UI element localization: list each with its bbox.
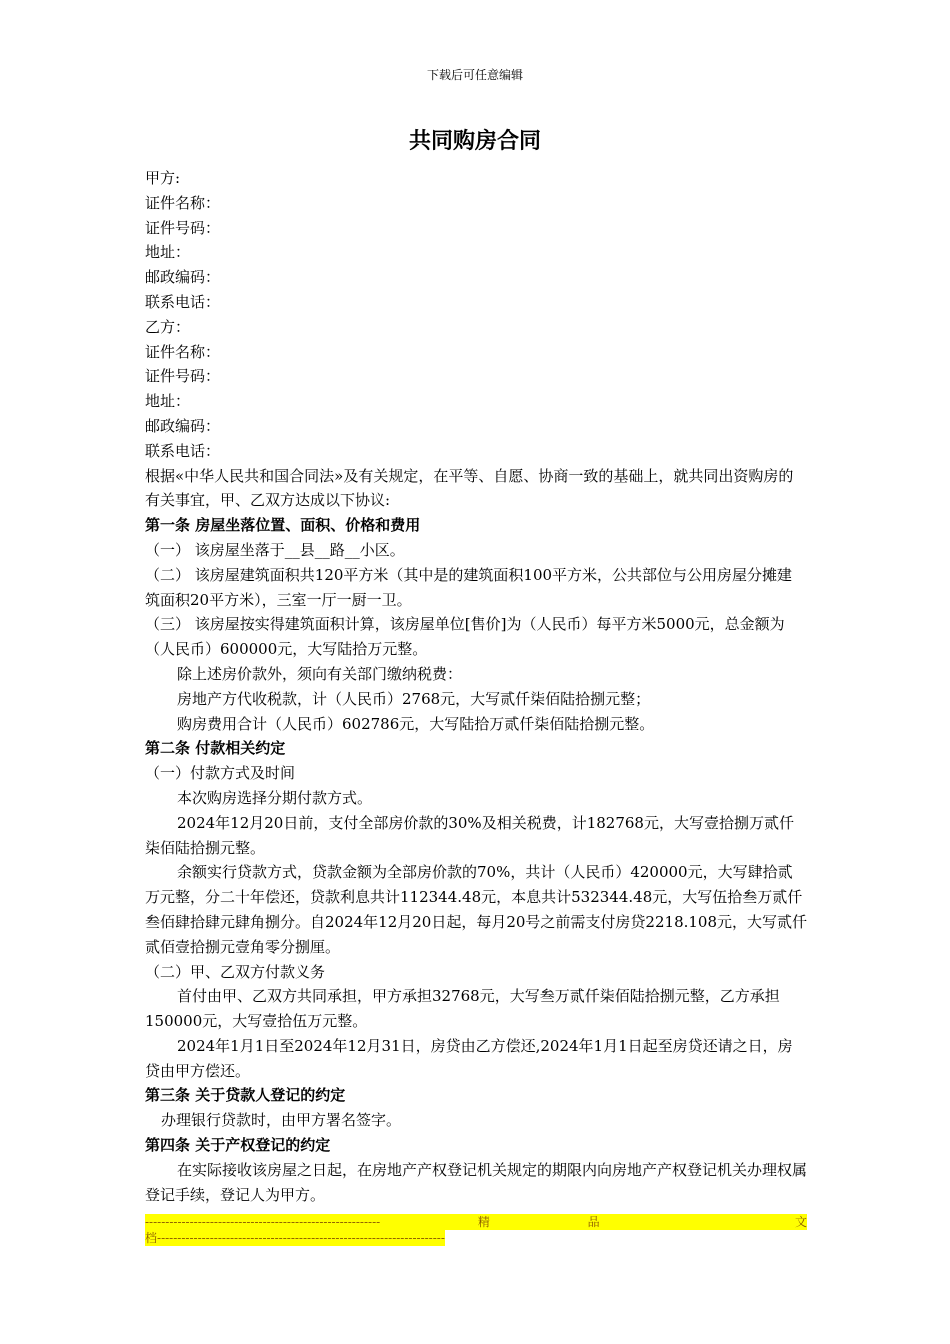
party-a-postcode: 邮政编码： [145, 268, 221, 287]
article-2-loan: 余额实行贷款方式，贷款金额为全部房价款的70%，共计（人民币）420000元，大写肆拾贰万元整，分二十年偿还，贷款利息共计112344.48元，本息共计532344.48元，大写伍拾叁万贰仟叁佰肆拾肆元肆角捌分。自2024年12月20日起，每月20号之前需支付房贷2218.108元，大写贰仟贰佰壹拾捌元壹角零分捌厘。 [145, 863, 808, 956]
article-1-tax-amount: 房地产方代收税款，计（人民币）2768元，大写贰仟柒佰陆拾捌元整； [177, 689, 651, 708]
article-1-item-2: （二） 该房屋建筑面积共120平方米（其中是的建筑面积100平方米，公共部位与公用房屋分摊建筑面积20平方米），三室一厅一厨一卫。 [145, 565, 793, 609]
article-2-sub-2: （二）甲、乙双方付款义务 [145, 962, 326, 981]
party-b-id-type: 证件名称： [145, 342, 221, 361]
footer-dashes-right: ----------------------------------------------------------------------- [157, 1231, 445, 1245]
footer-char-2: 品 [587, 1215, 600, 1229]
party-a-address: 地址： [145, 243, 191, 262]
party-b-postcode: 邮政编码： [145, 416, 221, 435]
article-2-down-payment-split: 首付由甲、乙双方共同承担，甲方承担32768元，大写叁万贰仟柒佰陆拾捌元整，乙方承担150000元，大写壹拾伍万元整。 [145, 987, 780, 1031]
article-4-text: 在实际接收该房屋之日起，在房地产产权登记机关规定的期限内向房地产产权登记机关办理权属登记手续，登记人为甲方。 [145, 1160, 808, 1204]
article-4-heading: 第四条 关于产权登记的约定 [145, 1136, 331, 1155]
party-b-address: 地址： [145, 392, 191, 411]
article-3-text: 办理银行贷款时，由甲方署名签字。 [161, 1111, 402, 1130]
article-1-total-cost: 购房费用合计（人民币）602786元，大写陆拾万贰仟柒佰陆拾捌元整。 [177, 714, 655, 733]
party-a-id-number: 证件号码： [145, 218, 221, 237]
article-2-heading: 第二条 付款相关约定 [145, 739, 286, 758]
party-a-label: 甲方: [145, 169, 181, 187]
article-3-heading: 第三条 关于贷款人登记的约定 [145, 1086, 346, 1105]
article-1-item-1: （一） 该房屋坐落于__县__路__小区。 [145, 540, 405, 559]
footer-char-1: 精 [477, 1215, 490, 1229]
footer-dashes-left: ---------------------------------------------------------- [145, 1215, 381, 1229]
article-2-sub-1: （一）付款方式及时间 [145, 764, 296, 783]
document-title: 共同购房合同 [408, 129, 541, 154]
article-2-payment-method: 本次购房选择分期付款方式。 [177, 788, 373, 807]
intro-paragraph: 根据«中华人民共和国合同法»及有关规定，在平等、自愿、协商一致的基础上，就共同出资购房的有关事宜，甲、乙双方达成以下协议: [145, 466, 794, 510]
party-b-id-number: 证件号码： [145, 367, 221, 386]
page-header: 下载后可任意编辑 [426, 68, 523, 82]
party-a-phone: 联系电话： [145, 292, 221, 311]
footer-char-4: 档 [145, 1231, 158, 1245]
article-1-item-3: （三） 该房屋按实得建筑面积计算，该房屋单位[售价]为（人民币）每平方米5000元，总金额为（人民币）600000元，大写陆拾万元整。 [145, 615, 785, 659]
article-2-loan-repayment: 2024年1月1日至2024年12月31日，房贷由乙方偿还,2024年1月1日起至房贷还请之日，房贷由甲方偿还。 [145, 1036, 793, 1080]
article-1-tax-note: 除上述房价款外，须向有关部门缴纳税费： [177, 664, 463, 683]
article-1-heading: 第一条 房屋坐落位置、面积、价格和费用 [145, 516, 421, 535]
party-b-phone: 联系电话： [145, 441, 221, 460]
article-2-down-payment: 2024年12月20日前，支付全部房价款的30%及相关税费，计182768元，大写壹拾捌万贰仟柒佰陆拾捌元整。 [145, 813, 794, 857]
party-b-label: 乙方： [145, 317, 191, 336]
footer-watermark [145, 1214, 807, 1246]
party-a-id-type: 证件名称： [145, 193, 221, 212]
contract-body [145, 166, 807, 1207]
footer-char-3: 文 [794, 1215, 807, 1229]
